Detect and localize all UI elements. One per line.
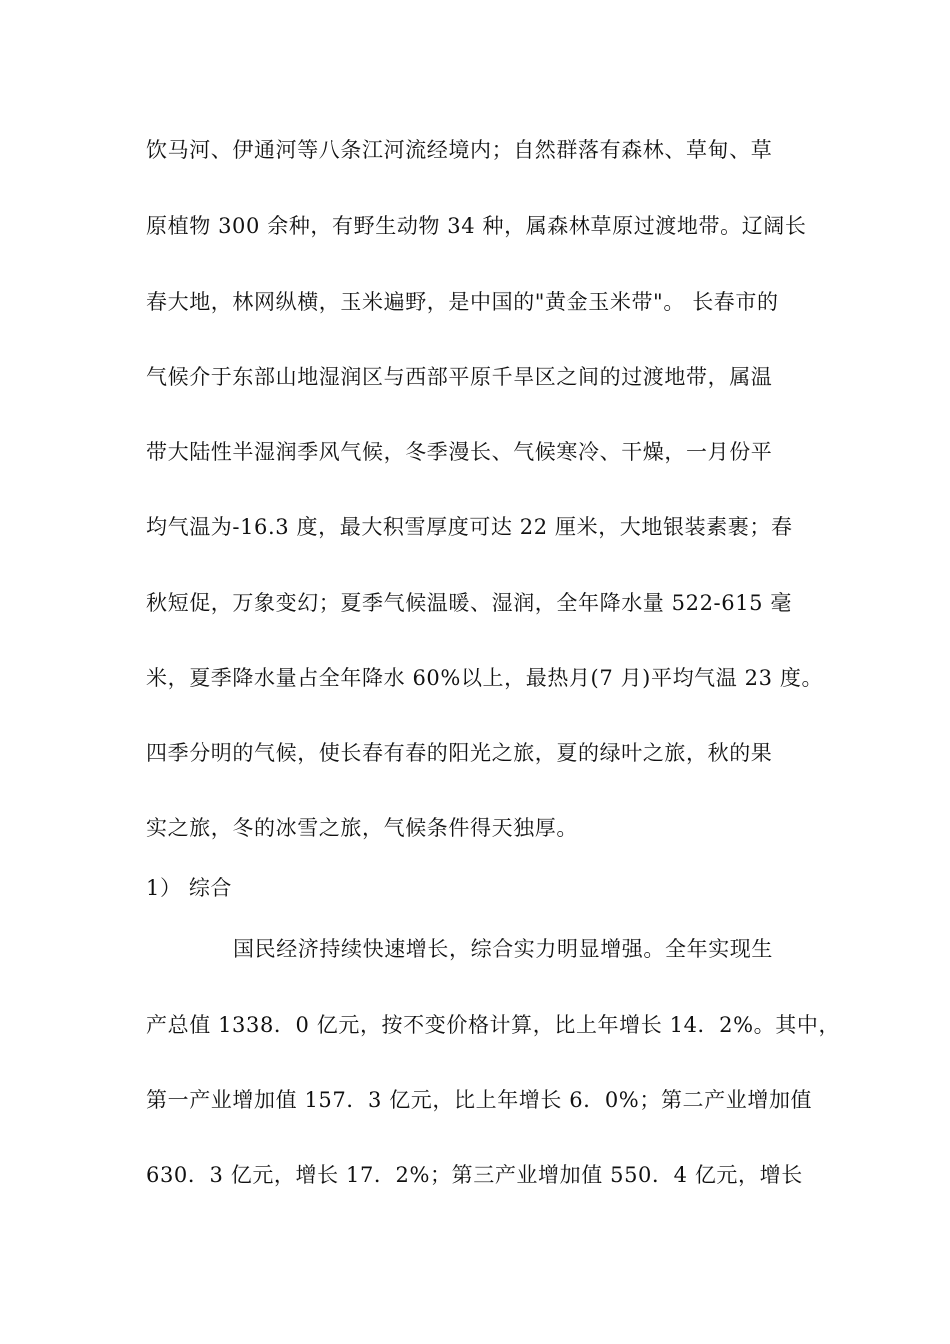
economy-text-line-2: 产总值 1338．0 亿元，按不变价格计算，比上年增长 14．2%。其中， [146,1013,841,1037]
climate-text-line-5: 带大陆性半湿润季风气候，冬季漫长、气候寒冷、干燥，一月份平 [146,440,773,464]
climate-text-line-10: 实之旅，冬的冰雪之旅，气候条件得天独厚。 [146,816,578,840]
economy-text-line-3: 第一产业增加值 157．3 亿元，比上年增长 6．0%；第二产业增加值 [146,1088,813,1112]
climate-text-line-9: 四季分明的气候，使长春有春的阳光之旅，夏的绿叶之旅，秋的果 [146,741,773,765]
climate-text-line-8: 米，夏季降水量占全年降水 60%以上，最热月(7 月)平均气温 23 度。 [146,666,824,690]
economy-text-line-1: 国民经济持续快速增长，综合实力明显增强。全年实现生 [233,937,773,961]
climate-text-line-4: 气候介于东部山地湿润区与西部平原千旱区之间的过渡地带，属温 [146,365,773,389]
climate-text-line-1: 饮马河、伊通河等八条江河流经境内；自然群落有森林、草甸、草 [146,138,773,162]
climate-text-line-3: 春大地，林网纵横，玉米遍野，是中国的"黄金玉米带"。 长春市的 [146,290,779,314]
climate-text-line-2: 原植物 300 余种，有野生动物 34 种，属森林草原过渡地带。辽阔长 [146,214,807,238]
section-heading: 1） 综合 [146,876,233,900]
economy-text-line-4: 630．3 亿元，增长 17．2%；第三产业增加值 550．4 亿元，增长 [146,1163,803,1187]
climate-text-line-7: 秋短促，万象变幻；夏季气候温暖、湿润，全年降水量 522-615 毫 [146,591,793,615]
climate-text-line-6: 均气温为-16.3 度，最大积雪厚度可达 22 厘米，大地银装素裹；春 [146,515,793,539]
